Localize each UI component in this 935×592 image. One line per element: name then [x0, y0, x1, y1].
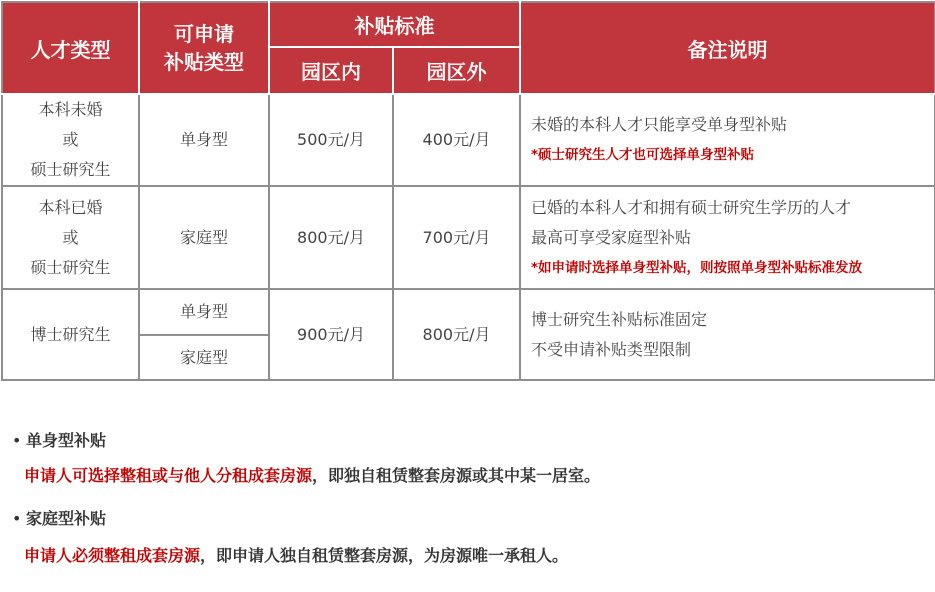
out-park-amount: 700元/月: [393, 186, 520, 289]
remarks-red-note: *硕士研究生人才也可选择单身型补贴: [531, 147, 755, 163]
in-park-amount: 800元/月: [269, 186, 393, 289]
subsidy-type-cell: 单身型: [139, 94, 269, 186]
remarks-line: 已婚的本科人才和拥有硕士研究生学历的人才: [531, 197, 852, 217]
legend-desc-single: [24, 463, 600, 486]
header-talent-type: 人才类型: [2, 2, 139, 94]
subsidy-table: [1, 1, 935, 381]
remarks-line: 未婚的本科人才只能享受单身型补贴: [531, 115, 788, 134]
remarks-cell: [520, 94, 935, 186]
in-park-amount: 500元/月: [269, 94, 393, 186]
bullet-icon: •: [12, 509, 22, 528]
header-remarks: 备注说明: [520, 2, 935, 94]
talent-type-line: 或: [62, 130, 79, 149]
remarks-cell: [520, 289, 935, 380]
legend-item-family: [12, 506, 106, 529]
talent-type-line: 硕士研究生: [30, 257, 111, 277]
header-out-park: 园区外: [393, 47, 520, 94]
legend-title: 单身型补贴: [26, 431, 107, 450]
subsidy-type-cell: 家庭型: [139, 186, 269, 289]
talent-type-line: 或: [62, 227, 79, 247]
talent-type-line: 本科已婚: [38, 197, 103, 217]
talent-type-line: 硕士研究生: [30, 160, 111, 179]
remarks-red-note: *如申请时选择单身型补贴，则按照单身型补贴标准发放: [531, 259, 863, 276]
header-subsidy-type-line2: 补贴类型: [164, 50, 244, 74]
remarks-cell: [520, 186, 935, 289]
header-in-park: 园区内: [269, 47, 393, 94]
talent-type-cell: [2, 94, 139, 186]
out-park-amount: 400元/月: [393, 94, 520, 186]
legend-title: 家庭型补贴: [26, 509, 107, 528]
talent-type-line: 本科未婚: [38, 100, 103, 119]
legend-desc-dark: ，即独自租赁整套房源或其中某一居室。: [312, 466, 601, 485]
talent-type-cell: [2, 186, 139, 289]
header-subsidy-type: [139, 2, 269, 94]
remarks-line: 不受申请补贴类型限制: [531, 339, 692, 359]
bullet-icon: •: [12, 431, 22, 450]
remarks-line: 最高可享受家庭型补贴: [531, 227, 692, 247]
table-row: [2, 186, 935, 289]
out-park-amount: 800元/月: [393, 289, 520, 380]
header-subsidy-standard: 补贴标准: [269, 2, 520, 47]
table-row: [2, 289, 935, 335]
legend-desc-red: 申请人必须整租成套房源: [24, 546, 201, 565]
legend-desc-family: [24, 543, 568, 566]
in-park-amount: 900元/月: [269, 289, 393, 380]
table-row: [2, 94, 935, 186]
legend-desc-red: 申请人可选择整租或与他人分租成套房源: [24, 466, 313, 485]
legend-item-single: [12, 428, 106, 451]
remarks-line: 博士研究生补贴标准固定: [531, 309, 708, 329]
header-subsidy-type-line1: 可申请: [174, 22, 234, 46]
subsidy-type-cell: 单身型: [139, 289, 269, 335]
legend-desc-dark: ，即申请人独自租赁整套房源，为房源唯一承租人。: [200, 546, 569, 565]
subsidy-type-cell: 家庭型: [139, 335, 269, 380]
talent-type-cell: 博士研究生: [2, 289, 139, 380]
